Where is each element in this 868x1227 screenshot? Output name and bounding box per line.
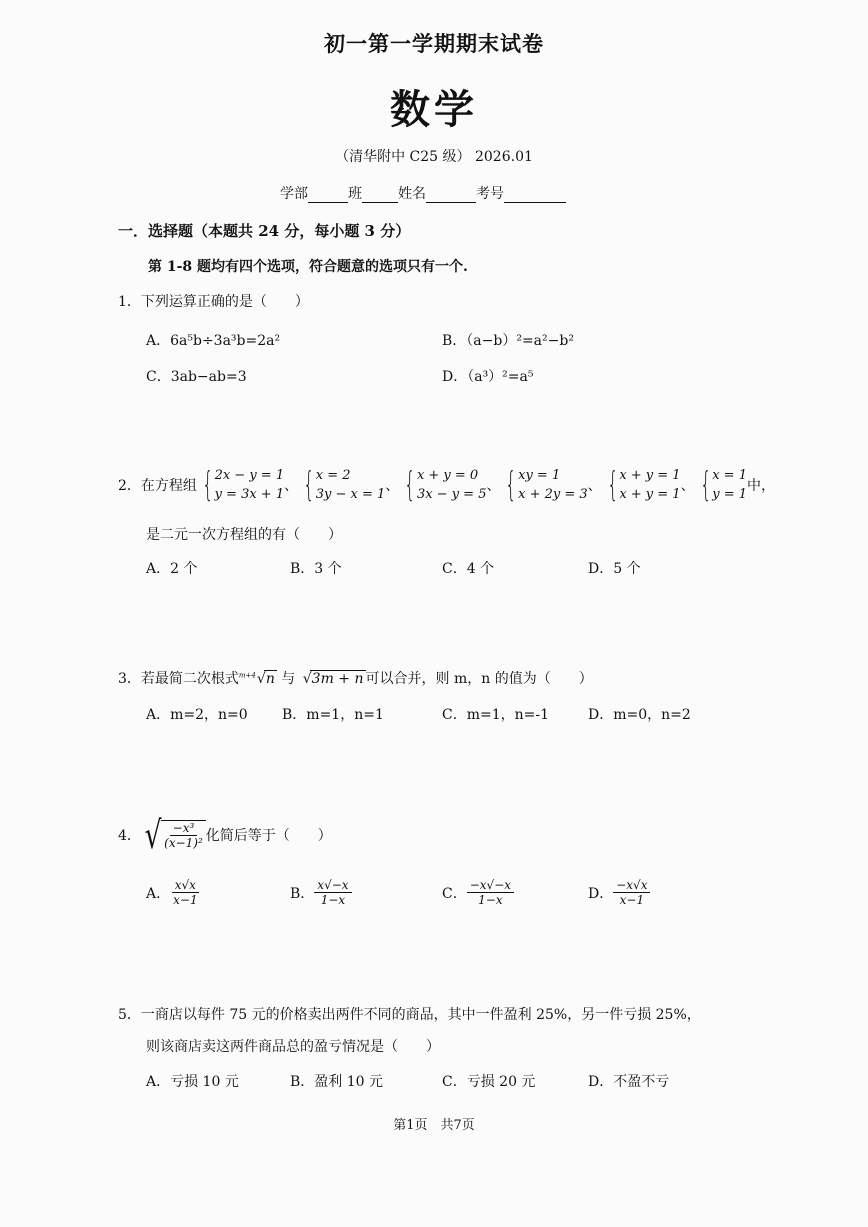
equation: x + y = 1 <box>619 487 681 502</box>
q1-stem: 1．下列运算正确的是（ ） <box>118 294 309 310</box>
option-denominator: x−1 <box>173 893 198 907</box>
subject-title: 数学 <box>390 86 478 133</box>
q2-line2: 是二元一次方程组的有（ ） <box>146 527 342 543</box>
q1-option-c[interactable]: C．3ab−ab=3 <box>146 369 247 385</box>
option-label: B． <box>290 885 315 902</box>
q3-stem <box>118 668 593 688</box>
option-label: C． <box>442 885 467 902</box>
q5-option-d[interactable]: D．不盈不亏 <box>588 1074 670 1090</box>
student-info-fields <box>280 183 566 203</box>
name-blank[interactable] <box>426 188 476 203</box>
equation: x + y = 0 <box>416 468 479 483</box>
section-instruction: 第 1-8 题均有四个选项，符合题意的选项只有一个. <box>148 259 468 275</box>
radical-sign-icon: √ <box>144 813 162 857</box>
option-denominator: 1−x <box>478 893 503 907</box>
q3-option-d[interactable]: D．m=0，n=2 <box>588 707 691 723</box>
q2-system-2: { x = 2 3y − x = 1 <box>303 465 386 505</box>
q3-suffix: 可以合并，则 m，n 的值为（ ） <box>365 671 593 687</box>
q5-option-b[interactable]: B．盈利 10 元 <box>290 1074 384 1090</box>
option-denominator: 1−x <box>320 893 346 907</box>
q5-stem-line1: 5．一商店以每件 75 元的价格卖出两件不同的商品，其中一件盈利 25%，另一件亏损 25%， <box>118 1007 701 1023</box>
q5-stem-line2: 则该商店卖这两件商品总的盈亏情况是（ ） <box>146 1039 440 1055</box>
q1-option-d[interactable]: D．（a³）²=a⁵ <box>442 369 534 385</box>
q3-radical-index: m+4 <box>238 671 256 680</box>
q4-option-b[interactable] <box>290 878 352 907</box>
option-numerator: x√−x <box>314 878 351 893</box>
separator: 、 <box>486 478 501 494</box>
field-label-class: 班 <box>348 186 362 202</box>
id-blank[interactable] <box>504 188 566 203</box>
option-label: A． <box>146 885 171 902</box>
q2-option-d[interactable]: D．5 个 <box>588 561 641 577</box>
q4-radical <box>141 813 206 857</box>
field-label-name: 姓名 <box>398 186 426 202</box>
q2-system-5: { x + y = 1 x + y = 1 <box>607 465 681 505</box>
separator: 、 <box>284 478 299 494</box>
separator: 、 <box>587 478 602 494</box>
equation: y = 1 <box>712 487 747 502</box>
q2-system-6: { x = 1 y = 1 <box>699 465 747 505</box>
q3-middle: 与 <box>276 671 300 687</box>
q2-option-b[interactable]: B．3 个 <box>290 561 342 577</box>
option-numerator: −x√−x <box>467 878 514 893</box>
q4-suffix: 化简后等于（ ） <box>205 828 332 844</box>
q2-system-1: { 2x − y = 1 y = 3x + 1 <box>202 465 285 505</box>
field-label-dept: 学部 <box>280 186 308 202</box>
q4-denominator: (x−1)² <box>164 836 203 850</box>
q3-radical-1: √ n <box>264 670 277 687</box>
equation: x + y = 1 <box>619 468 681 483</box>
q1-option-b[interactable]: B．（a−b）²=a²−b² <box>442 333 574 349</box>
q1-option-a[interactable]: A．6a⁵b÷3a³b=2a² <box>146 333 281 349</box>
q4-option-d[interactable] <box>588 878 650 907</box>
q2-stem <box>118 466 775 504</box>
q3-prefix: 3．若最简二次根式 <box>118 671 239 687</box>
option-denominator: x−1 <box>619 893 645 907</box>
q3-option-b[interactable]: B．m=1，n=1 <box>282 707 384 723</box>
school-line: （清华附中 C25 级） 2026.01 <box>335 149 533 165</box>
equation: x = 2 <box>315 468 351 483</box>
q4-option-c[interactable] <box>442 878 514 907</box>
field-label-id: 考号 <box>476 186 504 202</box>
section-heading: 一．选择题（本题共 24 分，每小题 3 分） <box>118 222 411 240</box>
option-numerator: −x√x <box>613 878 650 893</box>
separator: 、 <box>680 478 695 494</box>
page-number: 第1页 共7页 <box>393 1118 475 1133</box>
exam-title: 初一第一学期期末试卷 <box>324 31 544 56</box>
equation: 3y − x = 1 <box>315 487 386 502</box>
equation: xy = 1 <box>518 468 561 483</box>
q3-option-a[interactable]: A．m=2，n=0 <box>146 707 248 723</box>
q4-fraction <box>161 820 206 850</box>
option-numerator: x√x <box>172 878 199 893</box>
q3-option-c[interactable]: C．m=1，n=-1 <box>442 707 550 723</box>
q2-system-4: { xy = 1 x + 2y = 3 <box>505 465 588 505</box>
q2-suffix: 中， <box>747 478 775 494</box>
q5-option-a[interactable]: A．亏损 10 元 <box>146 1074 239 1090</box>
equation: 3x − y = 5 <box>416 487 487 502</box>
equation: y = 3x + 1 <box>214 487 285 502</box>
q4-num: 4． <box>118 828 141 844</box>
q4-stem <box>118 813 332 857</box>
q2-option-a[interactable]: A．2 个 <box>146 561 198 577</box>
q2-prefix: 2．在方程组 <box>118 478 197 494</box>
q5-option-c[interactable]: C．亏损 20 元 <box>442 1074 536 1090</box>
equation: 2x − y = 1 <box>214 468 285 483</box>
equation: x + 2y = 3 <box>518 487 588 502</box>
q2-option-c[interactable]: C．4 个 <box>442 561 495 577</box>
q4-option-a[interactable] <box>146 878 201 907</box>
q3-radical-2: √ 3m + n <box>310 670 366 687</box>
q2-system-3: { x + y = 0 3x − y = 5 <box>404 465 487 505</box>
separator: 、 <box>385 478 400 494</box>
dept-blank[interactable] <box>308 188 348 203</box>
equation: x = 1 <box>712 468 747 483</box>
q4-numerator: −x³ <box>170 821 198 836</box>
option-label: D． <box>588 885 614 902</box>
class-blank[interactable] <box>362 188 398 203</box>
